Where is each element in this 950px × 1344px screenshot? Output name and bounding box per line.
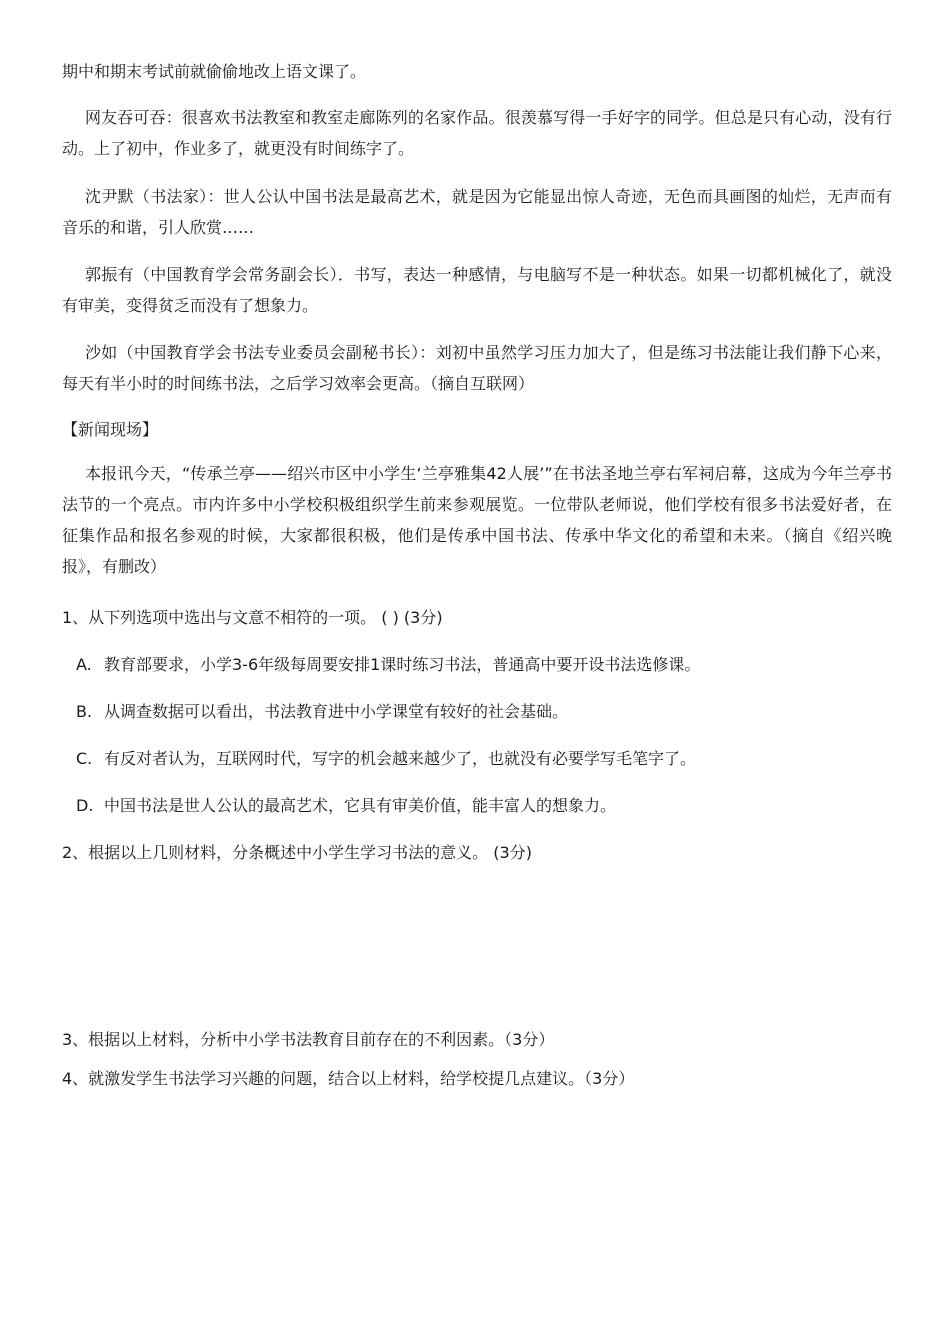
option-text: 有反对者认为，互联网时代，写字的机会越来越少了，也就没有必要学写毛笔字了。 [104,749,697,768]
option-d [76,796,616,816]
intro-line: 期中和期末考试前就偷偷地改上语文课了。 [62,62,367,81]
option-letter: A. [76,655,92,674]
question-2: 2、根据以上几则材料，分条概述中小学生学习书法的意义。 (3分) [62,843,532,862]
question-3: 3、根据以上材料，分析中小学书法教育目前存在的不利因素。（3分） [62,1030,555,1049]
news-body: 本报讯今天，“传承兰亭——绍兴市区中小学生‘兰亭雅集42人展’”在书法圣地兰亭右军祠启幕，这成为今年兰亭书法节的一个亮点。市内许多中小学校积极组织学生前来参观展览。一位带队老师说，他们学校有很多书法爱好者，在征集作品和报名参观的时候，大家都很积极，他们是传承中国书法、传承中华文化的希望和未来。（摘自《绍兴晚报》，有删改） [62,464,892,576]
quote-paragraph: 沈尹默（书法家）：世人公认中国书法是最高艺术，就是因为它能显出惊人奇迹，无色而具画图的灿烂，无声而有音乐的和谐，引人欣赏…… [62,187,892,237]
quote-paragraph: 沙如（中国教育学会书法专业委员会副秘书长）：刘初中虽然学习压力加大了，但是练习书法能让我们静下心来，每天有半小时的时间练书法，之后学习效率会更高。（摘自互联网） [62,343,892,393]
question-4: 4、就激发学生书法学习兴趣的问题，结合以上材料，给学校提几点建议。（3分） [62,1069,635,1088]
option-text: 中国书法是世人公认的最高艺术，它具有审美价值，能丰富人的想象力。 [104,796,617,815]
option-text: 教育部要求，小学3-6年级每周要安排1课时练习书法，普通高中要开设书法选修课。 [104,655,701,674]
option-letter: C. [76,749,93,768]
quote-paragraph: 网友吞可吞：很喜欢书法教室和教室走廊陈列的名家作品。很羡慕写得一手好字的同学。但总是只有心动，没有行动。上了初中，作业多了，就更没有时间练字了。 [62,108,892,158]
option-a [76,655,700,675]
news-heading: 【新闻现场】 [62,420,159,439]
option-text: 从调查数据可以看出，书法教育进中小学课堂有较好的社会基础。 [104,702,569,721]
option-b [76,702,568,722]
quote-paragraph: 郭振有（中国教育学会常务副会长）．书写，表达一种感情，与电脑写不是一种状态。如果一切都机械化了，就没有审美，变得贫乏而没有了想象力。 [62,265,892,315]
question-1: 1、从下列选项中选出与文意不相符的一项。 ( ) (3分) [62,608,443,627]
option-c [76,749,696,769]
option-letter: D. [76,796,94,815]
option-letter: B. [76,702,93,721]
